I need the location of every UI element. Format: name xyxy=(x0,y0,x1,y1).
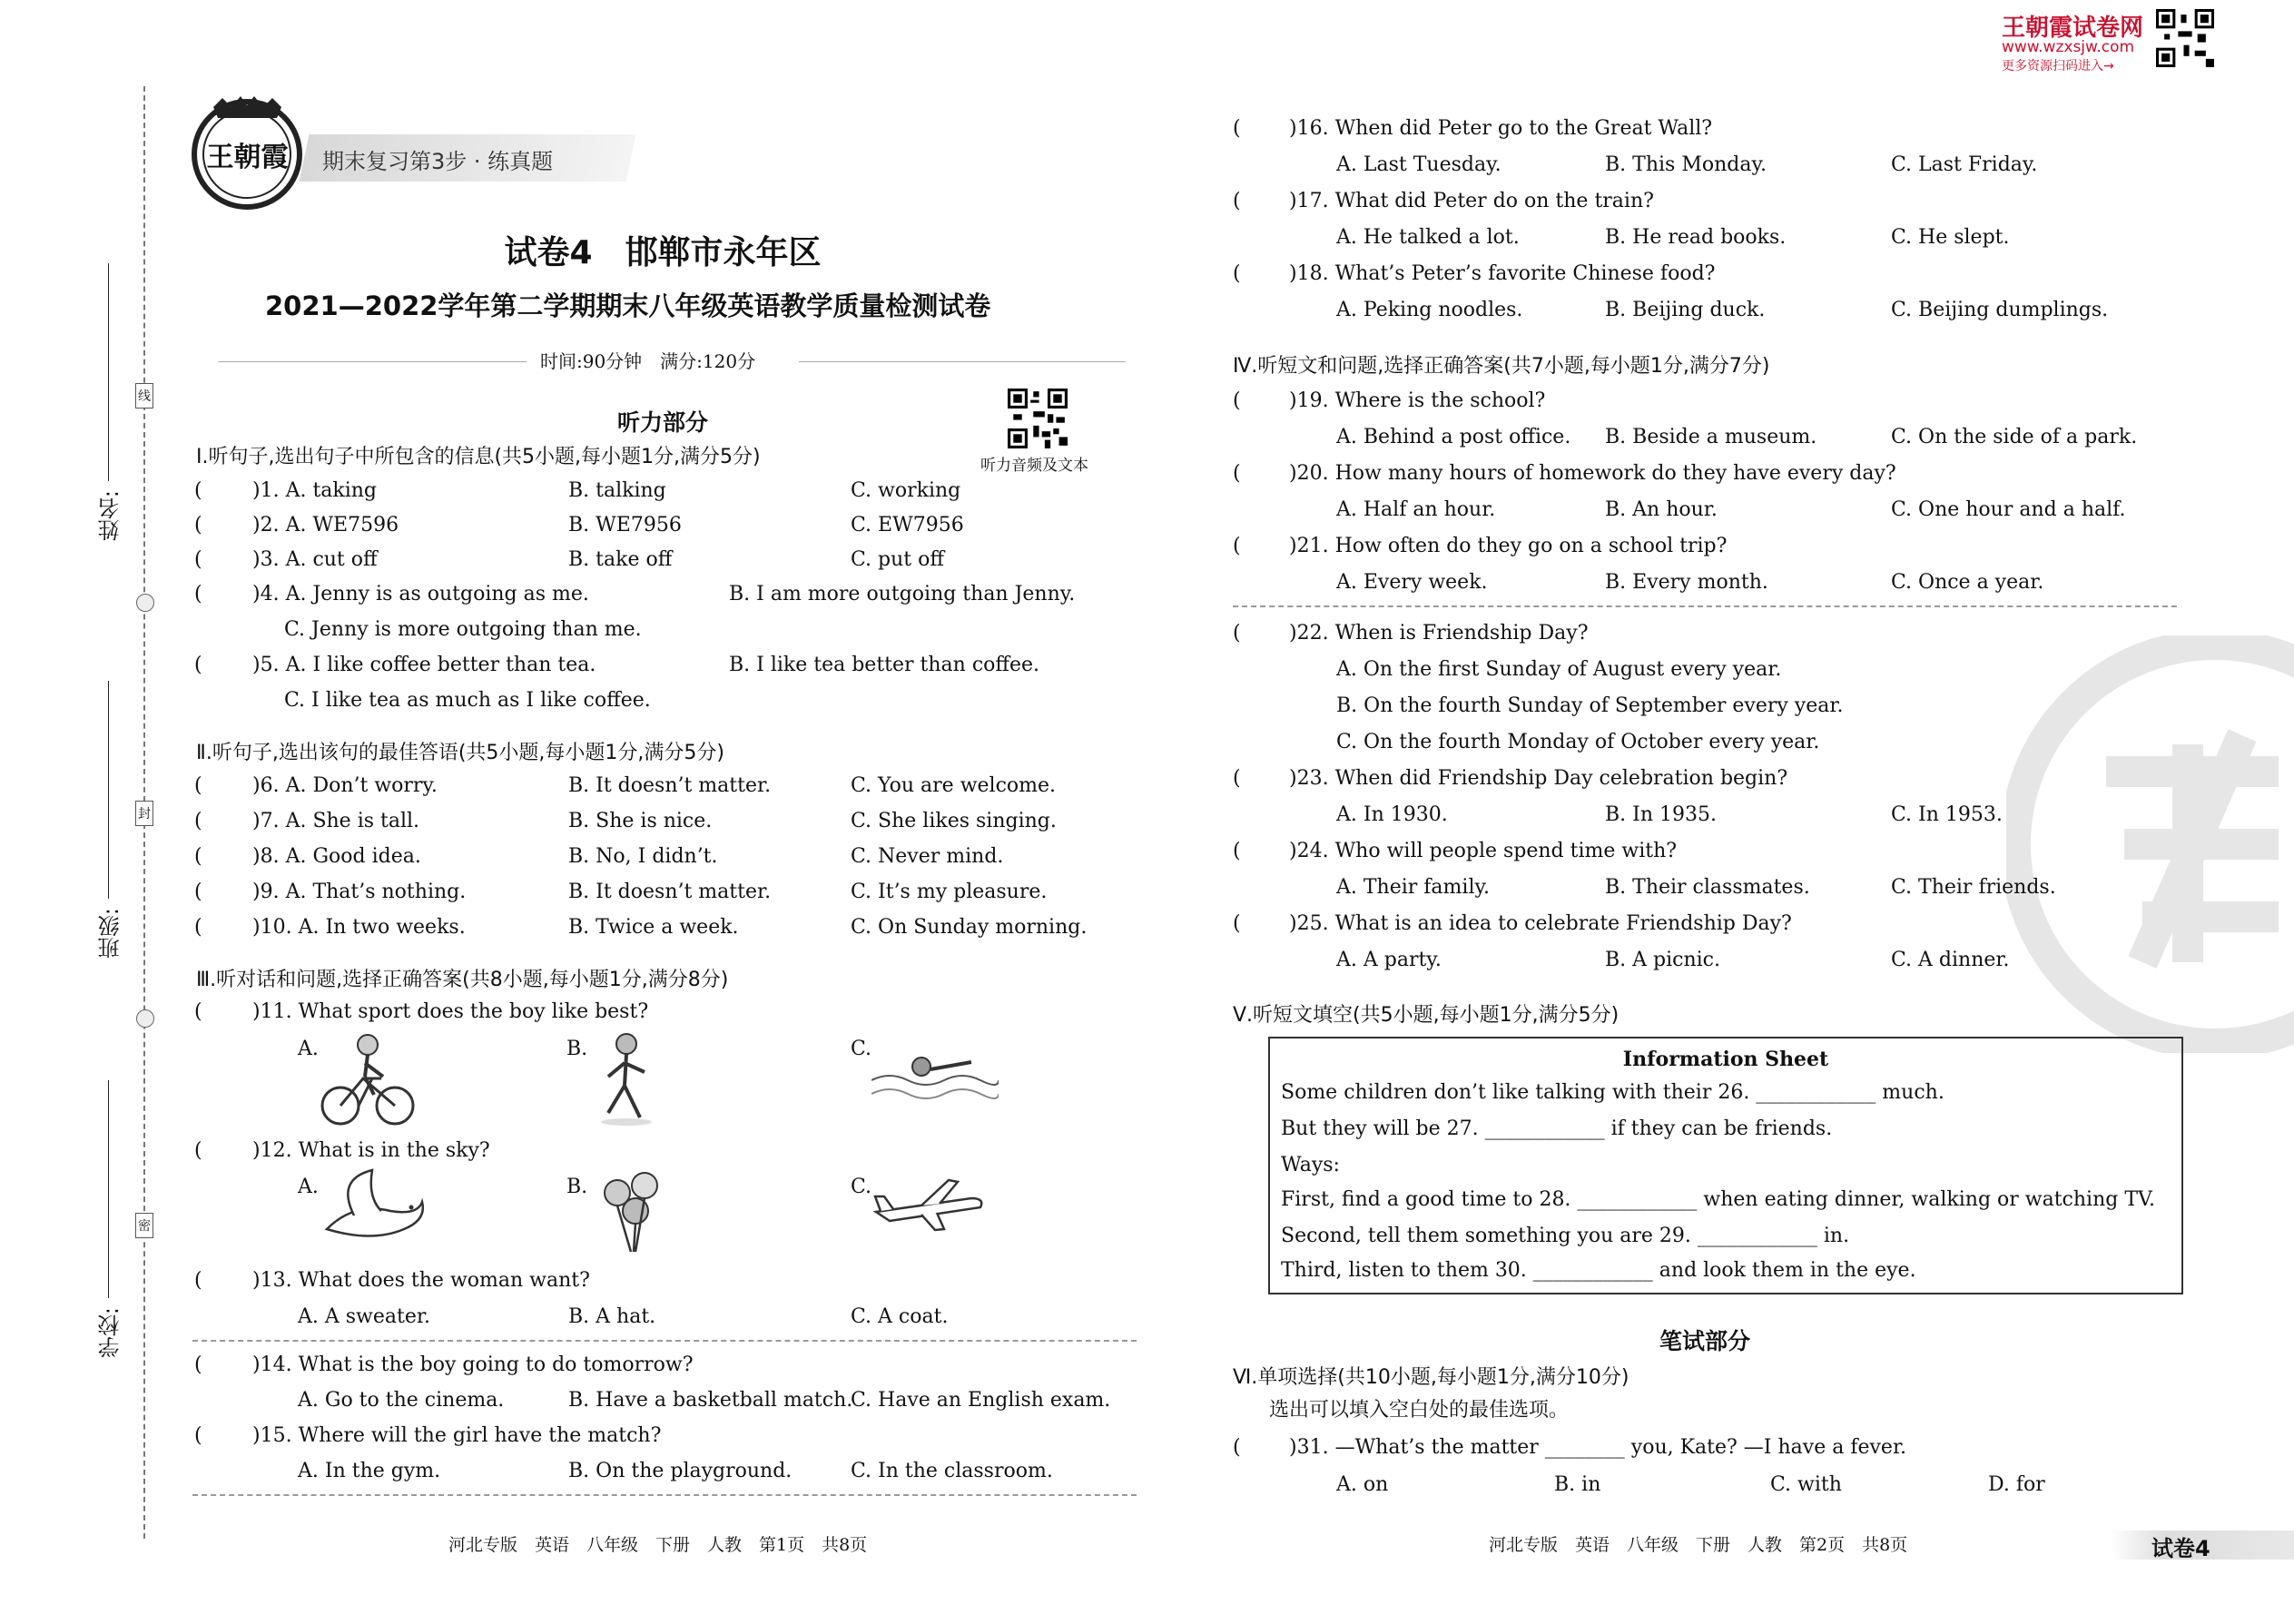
q31-option-c[interactable]: C. with xyxy=(1770,1473,1842,1496)
logo-text: 王朝霞 xyxy=(206,142,289,173)
q18-option-a[interactable]: A. Peking noodles. xyxy=(1336,299,1523,321)
q7-option-b[interactable]: B. She is nice. xyxy=(568,810,713,832)
q21-option-c[interactable]: C. Once a year. xyxy=(1891,571,2044,594)
paren: ( xyxy=(1233,117,1241,140)
q3-option-a[interactable]: )3. A. cut off xyxy=(252,548,378,571)
section-3-title: Ⅲ.听对话和问题,选择正确答案(共8小题,每小题1分,满分8分) xyxy=(196,969,729,991)
q20-option-c[interactable]: C. One hour and a half. xyxy=(1891,498,2126,521)
section-5-title: Ⅴ.听短文填空(共5小题,每小题1分,满分5分) xyxy=(1233,1004,1620,1027)
class-label: 班级: xyxy=(98,908,123,960)
q10-option-b[interactable]: B. Twice a week. xyxy=(568,916,739,939)
paren: ( xyxy=(194,881,202,903)
site-qr-code-icon[interactable] xyxy=(2156,9,2214,67)
info-line-27[interactable]: But they will be 27. ____________ if they can be friends. xyxy=(1281,1117,1833,1140)
q31-question: )31. —What’s the matter ________ you, Kate? —I have a fever. xyxy=(1289,1436,1907,1459)
paren: ( xyxy=(1233,190,1241,212)
flowers-icon[interactable] xyxy=(590,1166,681,1256)
q13-option-b[interactable]: B. A hat. xyxy=(568,1305,656,1328)
paren: ( xyxy=(194,1353,202,1376)
q1-option-a[interactable]: )1. A. taking xyxy=(252,479,378,502)
q14-option-b[interactable]: B. Have a basketball match. xyxy=(568,1389,853,1412)
site-url[interactable]: www.wzxsjw.com xyxy=(2002,38,2135,56)
q15-option-a[interactable]: A. In the gym. xyxy=(298,1460,441,1482)
paren: ( xyxy=(1233,767,1241,790)
q11-letter-b[interactable]: B. xyxy=(566,1038,588,1060)
q14-option-a[interactable]: A. Go to the cinema. xyxy=(298,1389,505,1412)
section-1-title: Ⅰ.听句子,选出句子中所包含的信息(共5小题,每小题1分,满分5分) xyxy=(196,446,761,468)
q20-question: )20. How many hours of homework do they have every day? xyxy=(1289,462,1896,485)
name-label: 姓名: xyxy=(98,490,123,542)
q24-option-b[interactable]: B. Their classmates. xyxy=(1605,876,1810,899)
divider xyxy=(192,1494,1137,1496)
q25-option-c[interactable]: C. A dinner. xyxy=(1891,949,2010,971)
section-2-title: Ⅱ.听句子,选出该句的最佳答语(共5小题,每小题1分,满分5分) xyxy=(196,742,724,764)
q17-option-b[interactable]: B. He read books. xyxy=(1605,226,1787,249)
q23-option-c[interactable]: C. In 1953. xyxy=(1891,803,2003,826)
listening-qr-code[interactable] xyxy=(1008,389,1068,448)
q24-option-a[interactable]: A. Their family. xyxy=(1336,876,1490,899)
class-field[interactable] xyxy=(91,681,127,971)
q11-letter-c[interactable]: C. xyxy=(851,1038,872,1060)
paren: ( xyxy=(1233,262,1241,285)
runner-icon[interactable] xyxy=(590,1031,663,1129)
paren: ( xyxy=(194,1269,202,1292)
q2-option-b[interactable]: B. WE7956 xyxy=(568,514,682,536)
q19-option-b[interactable]: B. Beside a museum. xyxy=(1605,426,1817,448)
brand-logo xyxy=(186,91,309,213)
q5-option-b[interactable]: B. I like tea better than coffee. xyxy=(729,654,1040,676)
swimmer-icon[interactable] xyxy=(871,1044,999,1107)
q2-option-a[interactable]: )2. A. WE7596 xyxy=(252,514,399,536)
name-field[interactable] xyxy=(91,263,127,554)
q22-question: )22. When is Friendship Day? xyxy=(1289,622,1589,645)
paren: ( xyxy=(194,654,202,676)
writing-title: 笔试部分 xyxy=(1659,1328,1751,1354)
paren: ( xyxy=(194,845,202,868)
q18-question: )18. What’s Peter’s favorite Chinese food? xyxy=(1289,262,1716,285)
school-field[interactable] xyxy=(91,1080,127,1371)
q21-question: )21. How often do they go on a school trip? xyxy=(1289,535,1728,557)
q4-option-c[interactable]: C. Jenny is more outgoing than me. xyxy=(284,618,642,641)
q10-option-a[interactable]: )10. A. In two weeks. xyxy=(252,916,466,939)
q25-question: )25. What is an idea to celebrate Friendship Day? xyxy=(1289,912,1792,935)
qr-code-icon xyxy=(1008,389,1068,448)
q7-option-c[interactable]: C. She likes singing. xyxy=(851,810,1057,832)
q16-option-a[interactable]: A. Last Tuesday. xyxy=(1336,153,1501,176)
paren: ( xyxy=(1233,462,1241,485)
info-line-30[interactable]: Third, listen to them 30. ____________ and look them in the eye. xyxy=(1281,1259,1916,1282)
q6-option-c[interactable]: C. You are welcome. xyxy=(851,774,1057,797)
q22-option-a[interactable]: A. On the first Sunday of August every year. xyxy=(1336,658,1782,681)
paren: ( xyxy=(1233,622,1241,645)
q9-option-b[interactable]: B. It doesn’t matter. xyxy=(568,881,772,903)
q2-option-c[interactable]: C. EW7956 xyxy=(851,514,964,536)
paren: ( xyxy=(194,810,202,832)
q23-question: )23. When did Friendship Day celebration begin? xyxy=(1289,767,1788,790)
site-hint: 更多资源扫码进入→ xyxy=(2002,59,2114,74)
q8-option-b[interactable]: B. No, I didn’t. xyxy=(568,845,718,868)
q15-question: )15. Where will the girl have the match? xyxy=(252,1424,662,1447)
q13-question: )13. What does the woman want? xyxy=(252,1269,590,1292)
school-label: 学校: xyxy=(98,1307,123,1359)
binder-mark-xian: 线 xyxy=(135,383,153,408)
paren: ( xyxy=(194,514,202,536)
q31-option-d[interactable]: D. for xyxy=(1988,1473,2045,1496)
q10-option-c[interactable]: C. On Sunday morning. xyxy=(851,916,1088,939)
q15-option-b[interactable]: B. On the playground. xyxy=(568,1460,793,1482)
footer-right: 河北专版 英语 八年级 下册 人教 第2页 共8页 xyxy=(1489,1535,1908,1555)
q24-option-c[interactable]: C. Their friends. xyxy=(1891,876,2056,899)
paren: ( xyxy=(194,774,202,797)
q8-option-a[interactable]: )8. A. Good idea. xyxy=(252,845,421,868)
information-sheet-title: Information Sheet xyxy=(1622,1048,1829,1071)
divider xyxy=(1233,605,2177,607)
q6-option-a[interactable]: )6. A. Don’t worry. xyxy=(252,774,438,797)
q4-option-b[interactable]: B. I am more outgoing than Jenny. xyxy=(729,583,1076,605)
paren: ( xyxy=(194,479,202,502)
q22-option-b[interactable]: B. On the fourth Sunday of September every year. xyxy=(1336,694,1844,717)
binder-mark-mi: 密 xyxy=(135,1213,153,1238)
info-line-28[interactable]: First, find a good time to 28. ____________ when eating dinner, walking or watching TV. xyxy=(1281,1188,2156,1211)
site-name[interactable]: 王朝霞试卷网 xyxy=(2002,15,2144,42)
q9-option-a[interactable]: )9. A. That’s nothing. xyxy=(252,881,467,903)
q22-option-c[interactable]: C. On the fourth Monday of October every year. xyxy=(1336,731,1820,753)
q12-letter-c[interactable]: C. xyxy=(851,1176,872,1198)
binder-hole-1 xyxy=(136,594,154,612)
q14-question: )14. What is the boy going to do tomorrow? xyxy=(252,1353,694,1376)
q9-option-c[interactable]: C. It’s my pleasure. xyxy=(851,881,1048,903)
seal-watermark-icon xyxy=(2006,635,2294,1053)
q6-option-b[interactable]: B. It doesn’t matter. xyxy=(568,774,772,797)
binder-hole-2 xyxy=(136,1009,154,1028)
paren: ( xyxy=(194,1139,202,1162)
q15-option-c[interactable]: C. In the classroom. xyxy=(851,1460,1053,1482)
q23-option-a[interactable]: A. In 1930. xyxy=(1336,803,1448,826)
q12-letter-a[interactable]: A. xyxy=(298,1176,319,1198)
q17-option-a[interactable]: A. He talked a lot. xyxy=(1336,226,1520,249)
q5-option-c[interactable]: C. I like tea as much as I like coffee. xyxy=(284,689,651,712)
q7-option-a[interactable]: )7. A. She is tall. xyxy=(252,810,420,832)
q12-question: )12. What is in the sky? xyxy=(252,1139,490,1162)
q13-option-c[interactable]: C. A coat. xyxy=(851,1305,949,1328)
q19-question: )19. Where is the school? xyxy=(1289,389,1546,412)
q31-option-b[interactable]: B. in xyxy=(1554,1473,1601,1496)
paren: ( xyxy=(1233,840,1241,862)
exam-meta: 时间:90分钟 满分:120分 xyxy=(540,350,756,372)
paren: ( xyxy=(194,1424,202,1447)
info-line-26[interactable]: Some children don’t like talking with their 26. ____________ much. xyxy=(1281,1081,1944,1104)
exam-subtitle: 2021—2022学年第二学期期末八年级英语教学质量检测试卷 xyxy=(265,290,991,321)
q18-option-c[interactable]: C. Beijing dumplings. xyxy=(1891,299,2109,321)
q12-letter-b[interactable]: B. xyxy=(566,1176,588,1198)
meta-rule-left xyxy=(218,361,527,362)
q25-option-b[interactable]: B. A picnic. xyxy=(1605,949,1720,971)
q16-question: )16. When did Peter go to the Great Wall? xyxy=(1289,117,1713,140)
q4-option-a[interactable]: )4. A. Jenny is as outgoing as me. xyxy=(252,583,589,605)
paren: ( xyxy=(1233,389,1241,412)
q19-option-c[interactable]: C. On the side of a park. xyxy=(1891,426,2138,448)
divider xyxy=(192,1340,1137,1342)
q20-option-b[interactable]: B. An hour. xyxy=(1605,498,1718,521)
exam-title: 试卷4 邯郸市永年区 xyxy=(504,234,822,271)
info-line-29[interactable]: Second, tell them something you are 29. ____________ in. xyxy=(1281,1225,1850,1247)
information-sheet xyxy=(1268,1037,2183,1294)
paren: ( xyxy=(1233,1436,1241,1459)
q19-option-a[interactable]: A. Behind a post office. xyxy=(1336,426,1571,448)
q18-option-b[interactable]: B. Beijing duck. xyxy=(1605,299,1766,321)
q21-option-a[interactable]: A. Every week. xyxy=(1336,571,1488,594)
q1-option-c[interactable]: C. working xyxy=(851,479,961,502)
section-6-instruction: 选出可以填入空白处的最佳选项。 xyxy=(1269,1399,1570,1422)
info-line-ways: Ways: xyxy=(1281,1154,1340,1176)
bicycle-icon[interactable] xyxy=(318,1031,418,1129)
paren: ( xyxy=(1233,535,1241,557)
q8-option-c[interactable]: C. Never mind. xyxy=(851,845,1004,868)
listening-title: 听力部分 xyxy=(617,409,709,436)
q31-option-a[interactable]: A. on xyxy=(1336,1473,1389,1496)
q3-option-b[interactable]: B. take off xyxy=(568,548,673,571)
q11-question: )11. What sport does the boy like best? xyxy=(252,1000,649,1023)
paren: ( xyxy=(194,583,202,605)
q25-option-a[interactable]: A. A party. xyxy=(1336,949,1442,971)
q24-question: )24. Who will people spend time with? xyxy=(1289,840,1678,862)
section-banner-text: 期末复习第3步 · 练真题 xyxy=(322,149,554,174)
qr-caption: 听力音频及文本 xyxy=(980,457,1088,475)
plane-icon[interactable] xyxy=(871,1171,989,1235)
q5-option-a[interactable]: )5. A. I like coffee better than tea. xyxy=(252,654,596,676)
section-6-title: Ⅵ.单项选择(共10小题,每小题1分,满分10分) xyxy=(1233,1366,1629,1389)
section-4-title: Ⅳ.听短文和问题,选择正确答案(共7小题,每小题1分,满分7分) xyxy=(1233,355,1770,378)
binder-mark-feng: 封 xyxy=(135,801,153,826)
q20-option-a[interactable]: A. Half an hour. xyxy=(1336,498,1496,521)
q17-question: )17. What did Peter do on the train? xyxy=(1289,190,1654,212)
q16-option-b[interactable]: B. This Monday. xyxy=(1605,153,1767,176)
q1-option-b[interactable]: B. talking xyxy=(568,479,666,502)
paren: ( xyxy=(194,548,202,571)
footer-left: 河北专版 英语 八年级 下册 人教 第1页 共8页 xyxy=(448,1535,868,1555)
paren: ( xyxy=(194,1000,202,1023)
q23-option-b[interactable]: B. In 1935. xyxy=(1605,803,1717,826)
page-badge: 试卷4 xyxy=(2151,1536,2210,1561)
q16-option-c[interactable]: C. Last Friday. xyxy=(1891,153,2038,176)
q3-option-c[interactable]: C. put off xyxy=(851,548,944,571)
meta-rule-right xyxy=(799,361,1126,362)
paren: ( xyxy=(1233,912,1241,935)
q11-letter-a[interactable]: A. xyxy=(298,1038,319,1060)
q17-option-c[interactable]: C. He slept. xyxy=(1891,226,2010,249)
q14-option-c[interactable]: C. Have an English exam. xyxy=(851,1389,1111,1412)
bird-icon[interactable] xyxy=(318,1166,436,1247)
paren: ( xyxy=(194,916,202,939)
q13-option-a[interactable]: A. A sweater. xyxy=(298,1305,430,1328)
q21-option-b[interactable]: B. Every month. xyxy=(1605,571,1768,594)
